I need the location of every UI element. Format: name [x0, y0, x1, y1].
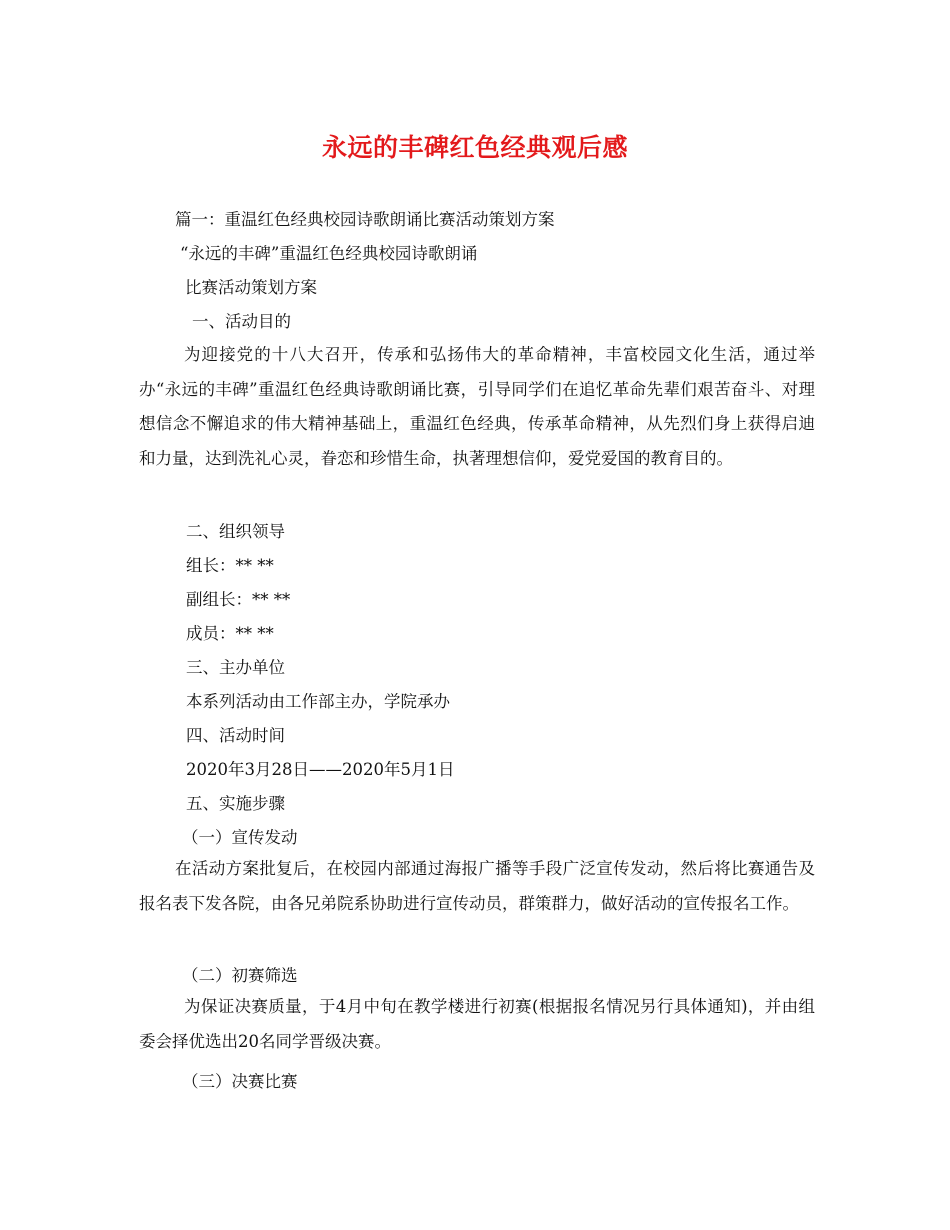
subtitle-line-1: “永远的丰碑”重温红色经典校园诗歌朗诵 — [180, 244, 478, 263]
heading-purpose: 一、活动目的 — [192, 312, 291, 331]
organizer-text: 本系列活动由工作部主办，学院承办 — [186, 692, 450, 711]
document-title: 永远的丰碑红色经典观后感 — [321, 133, 628, 162]
subtitle-line-2: 比赛活动策划方案 — [185, 278, 317, 297]
section-heading: 篇一：重温红色经典校园诗歌朗诵比赛活动策划方案 — [175, 210, 555, 229]
step-1-paragraph: 在活动方案批复后，在校园内部通过海报广播等手段广泛宣传发动，然后将比赛通告及报名表下发各院，由各兄弟院系协助进行宣传动员，群策群力，做好活动的宣传报名工作。 — [139, 859, 815, 913]
paragraph-purpose: 为迎接党的十八大召开，传承和弘扬伟大的革命精神，丰富校园文化生活，通过举办“永远的丰碑”重温红色经典诗歌朗诵比赛，引导同学们在追忆革命先辈们艰苦奋斗、对理想信念不懈追求的伟大精神基础上，重温红色经典，传承革命精神，从先烈们身上获得启迪和力量，达到洗礼心灵，眷恋和珍惜生命，执著理想信仰，爱党爱国的教育目的。 — [139, 345, 815, 468]
heading-time: 四、活动时间 — [186, 726, 285, 745]
heading-steps: 五、实施步骤 — [186, 794, 285, 813]
step-2-paragraph: 为保证决赛质量，于4月中旬在教学楼进行初赛(根据报名情况另行具体通知)，并由组委会择优选出20名同学晋级决赛。 — [139, 997, 815, 1051]
members-line: 成员：** ** — [186, 624, 274, 643]
heading-organization: 二、组织领导 — [186, 522, 285, 541]
time-text: 2020年3月28日——2020年5月1日 — [186, 760, 455, 779]
step-1-heading: （一）宣传发动 — [182, 828, 298, 847]
deputy-leader-line: 副组长：** ** — [186, 590, 291, 609]
step-3-heading: （三）决赛比赛 — [182, 1072, 298, 1091]
leader-line: 组长：** ** — [186, 556, 274, 575]
step-2-heading: （二）初赛筛选 — [182, 966, 298, 985]
heading-organizer: 三、主办单位 — [186, 658, 285, 677]
